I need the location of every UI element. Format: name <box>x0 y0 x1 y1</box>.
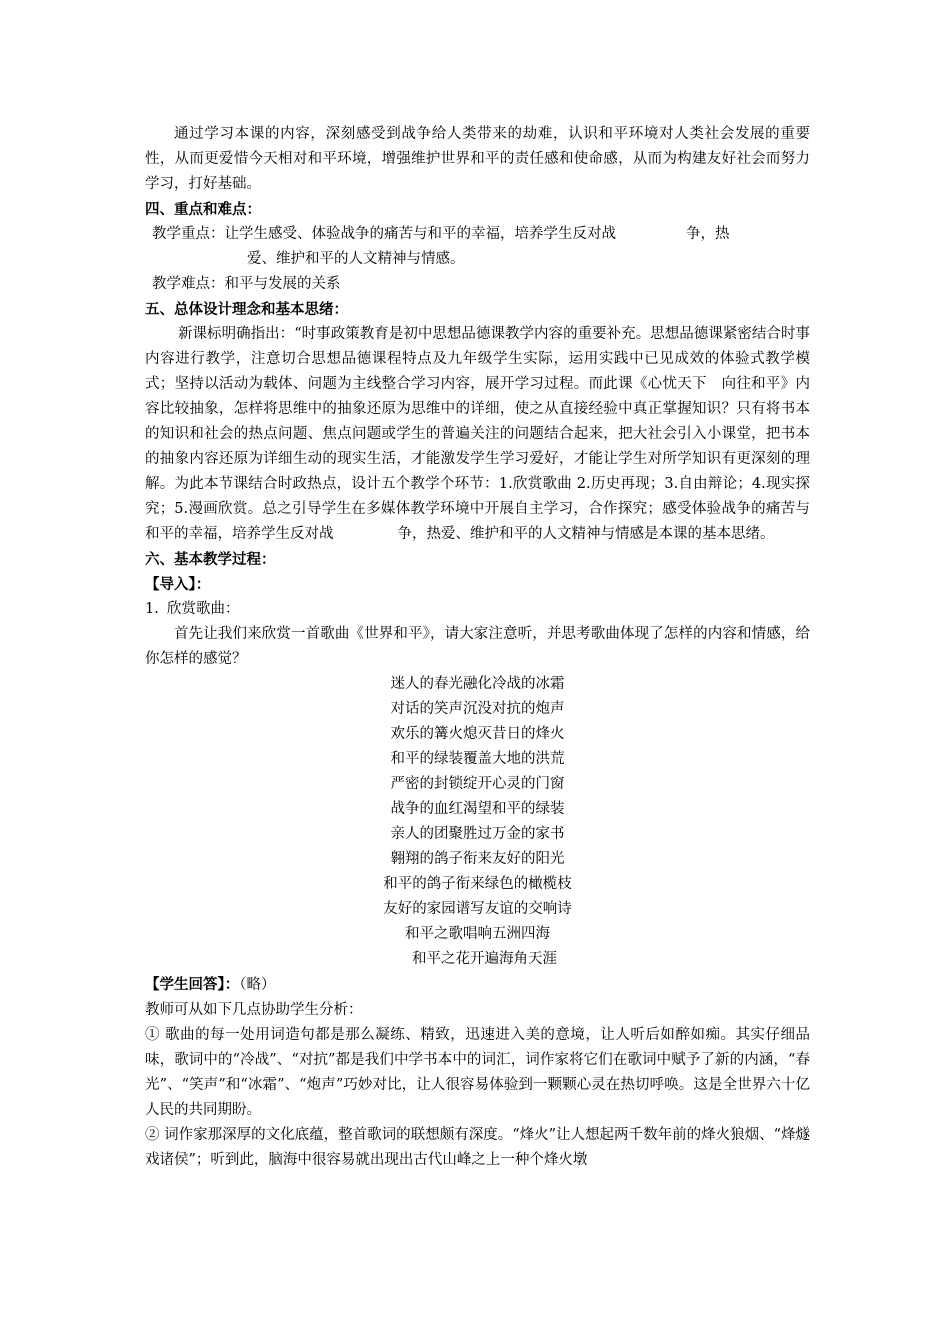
design-paragraph-b: 争，热爱、维护和平的人文精神与情感是本课的基本思绪。 <box>397 526 775 542</box>
song-intro: 首先让我们来欣赏一首歌曲《世界和平》，请大家注意听，并思考歌曲体现了怎样的内容和情感，给你怎样的感觉？ <box>145 626 810 667</box>
lyric-line: 迷人的春光融化冷战的冰霜 <box>390 676 565 692</box>
item-1 <box>145 597 810 622</box>
student-answer-label: 【学生回答】 <box>145 976 225 993</box>
section-5-heading: 五、总体设计理念和基本思绪： <box>145 301 348 318</box>
song-lyrics <box>145 672 810 972</box>
analysis-number: ② <box>145 1127 160 1143</box>
lyric-line: 和平之歌唱响五洲四海 <box>405 926 550 942</box>
difficulty-text: 和平与发展的关系 <box>224 276 341 292</box>
lyric-line: 战争的血红渴望和平的绿装 <box>390 801 565 817</box>
section-4-heading: 四、重点和难点： <box>145 201 261 218</box>
lyric-line: 欢乐的篝火熄灭昔日的烽火 <box>390 726 565 742</box>
intro-paragraph: 通过学习本课的内容，深刻感受到战争给人类带来的劫难，认识和平环境对人类社会发展的重要性，从而更爱惜今天相对和平环境，增强维护世界和平的责任感和使命感，从而为构建友好社会而努力学习，打好基础。 <box>145 126 810 192</box>
document-page <box>145 122 810 1173</box>
key-point-label: 教学重点： <box>152 226 225 242</box>
lyric-line: 翱翔的鸽子衔来友好的阳光 <box>390 851 565 867</box>
lyric-line: 和平的鸽子衔来绿色的橄榄枝 <box>383 876 572 892</box>
teacher-note: 教师可从如下几点协助学生分析： <box>145 1002 363 1018</box>
intro-label: 【导入】 <box>145 576 196 593</box>
intro-colon: ： <box>195 576 211 593</box>
student-answer <box>145 972 810 998</box>
lyric-line: 和平之花开遍海角天涯 <box>412 951 557 967</box>
analysis-item-2 <box>145 1123 810 1173</box>
design-paragraph-a: 新课标明确指出：“时事政策教育是初中思想品德课教学内容的重要补充。思想品德课紧密结合时事内容进行教学，注意切合思想品德课程特点及九年级学生实际，运用实践中已见成效的体验式教学模式；坚持以活动为载体、问题为主线整合学习内容，展开学习过程。而此课《心忧天下 向往和平》内容比较抽象，怎样将思维中的抽象还原为思维中的详细，使之从直接经验中真正掌握知识？只有将书本的知识和社会的热点问题、焦点问题或学生的普遍关注的问题结合起来，把大社会引入小课堂，把书本的抽象内容还原为详细生动的现实生活，才能激发学生学习爱好，才能让学生对所学知识有更深刻的理解。为此本节课结合时政热点，设计五个教学个环节：1.欣赏歌曲 2.历史再现；3.自由辩论；4.现实探究；5.漫画欣赏。总之引导学生在多媒体教学环境中开展自主学习，合作探究；感受体验战争的痛苦与和平的幸福，培养学生反对战 <box>145 326 810 542</box>
analysis-text: 词作家那深厚的文化底蕴，整首歌词的联想颇有深度。“烽火”让人想起两千数年前的烽火狼烟、“烽燧戏诸侯”；听到此，脑海中很容易就出现出古代山峰之上一种个烽火墩 <box>145 1127 811 1168</box>
key-point-text-a: 让学生感受、体验战争的痛苦与和平的幸福，培养学生反对战 <box>224 226 616 242</box>
section-6-heading: 六、基本教学过程： <box>145 551 276 568</box>
intro-heading <box>145 572 810 597</box>
lyric-line: 友好的家园谱写友谊的交响诗 <box>383 901 572 917</box>
item-1-number: 1. <box>145 601 159 617</box>
key-point-line <box>145 222 810 247</box>
student-answer-text: （略） <box>239 977 276 993</box>
student-answer-colon: ： <box>224 976 240 993</box>
lyric-line: 亲人的团聚胜过万金的家书 <box>390 826 565 842</box>
analysis-number: ① <box>145 1027 161 1043</box>
lyric-line: 对话的笑声沉没对抗的炮声 <box>390 701 565 717</box>
difficulty-line <box>145 272 810 297</box>
key-point-text-b: 争，热 <box>686 226 730 242</box>
analysis-item-1 <box>145 1023 810 1123</box>
design-paragraph <box>145 322 810 547</box>
key-point-text-c: 爱、维护和平的人文精神与情感。 <box>247 251 465 267</box>
analysis-text: 歌曲的每一处用词造句都是那么凝练、精致，迅速进入美的意境，让人听后如醉如痴。其实仔细品味，歌词中的“冷战”、“对抗”都是我们中学书本中的词汇，词作家将它们在歌词中赋予了新的内涵，“春光”、“笑声”和“冰霜”、“炮声”巧妙对比，让人很容易体验到一颗颗心灵在热切呼唤。这是全世界六十亿人民的共同期盼。 <box>145 1027 811 1118</box>
lyric-line: 和平的绿装覆盖大地的洪荒 <box>390 751 565 767</box>
item-1-title: 欣赏歌曲： <box>167 601 240 617</box>
difficulty-label: 教学难点： <box>152 276 225 292</box>
lyric-line: 严密的封锁绽开心灵的门窗 <box>390 776 565 792</box>
